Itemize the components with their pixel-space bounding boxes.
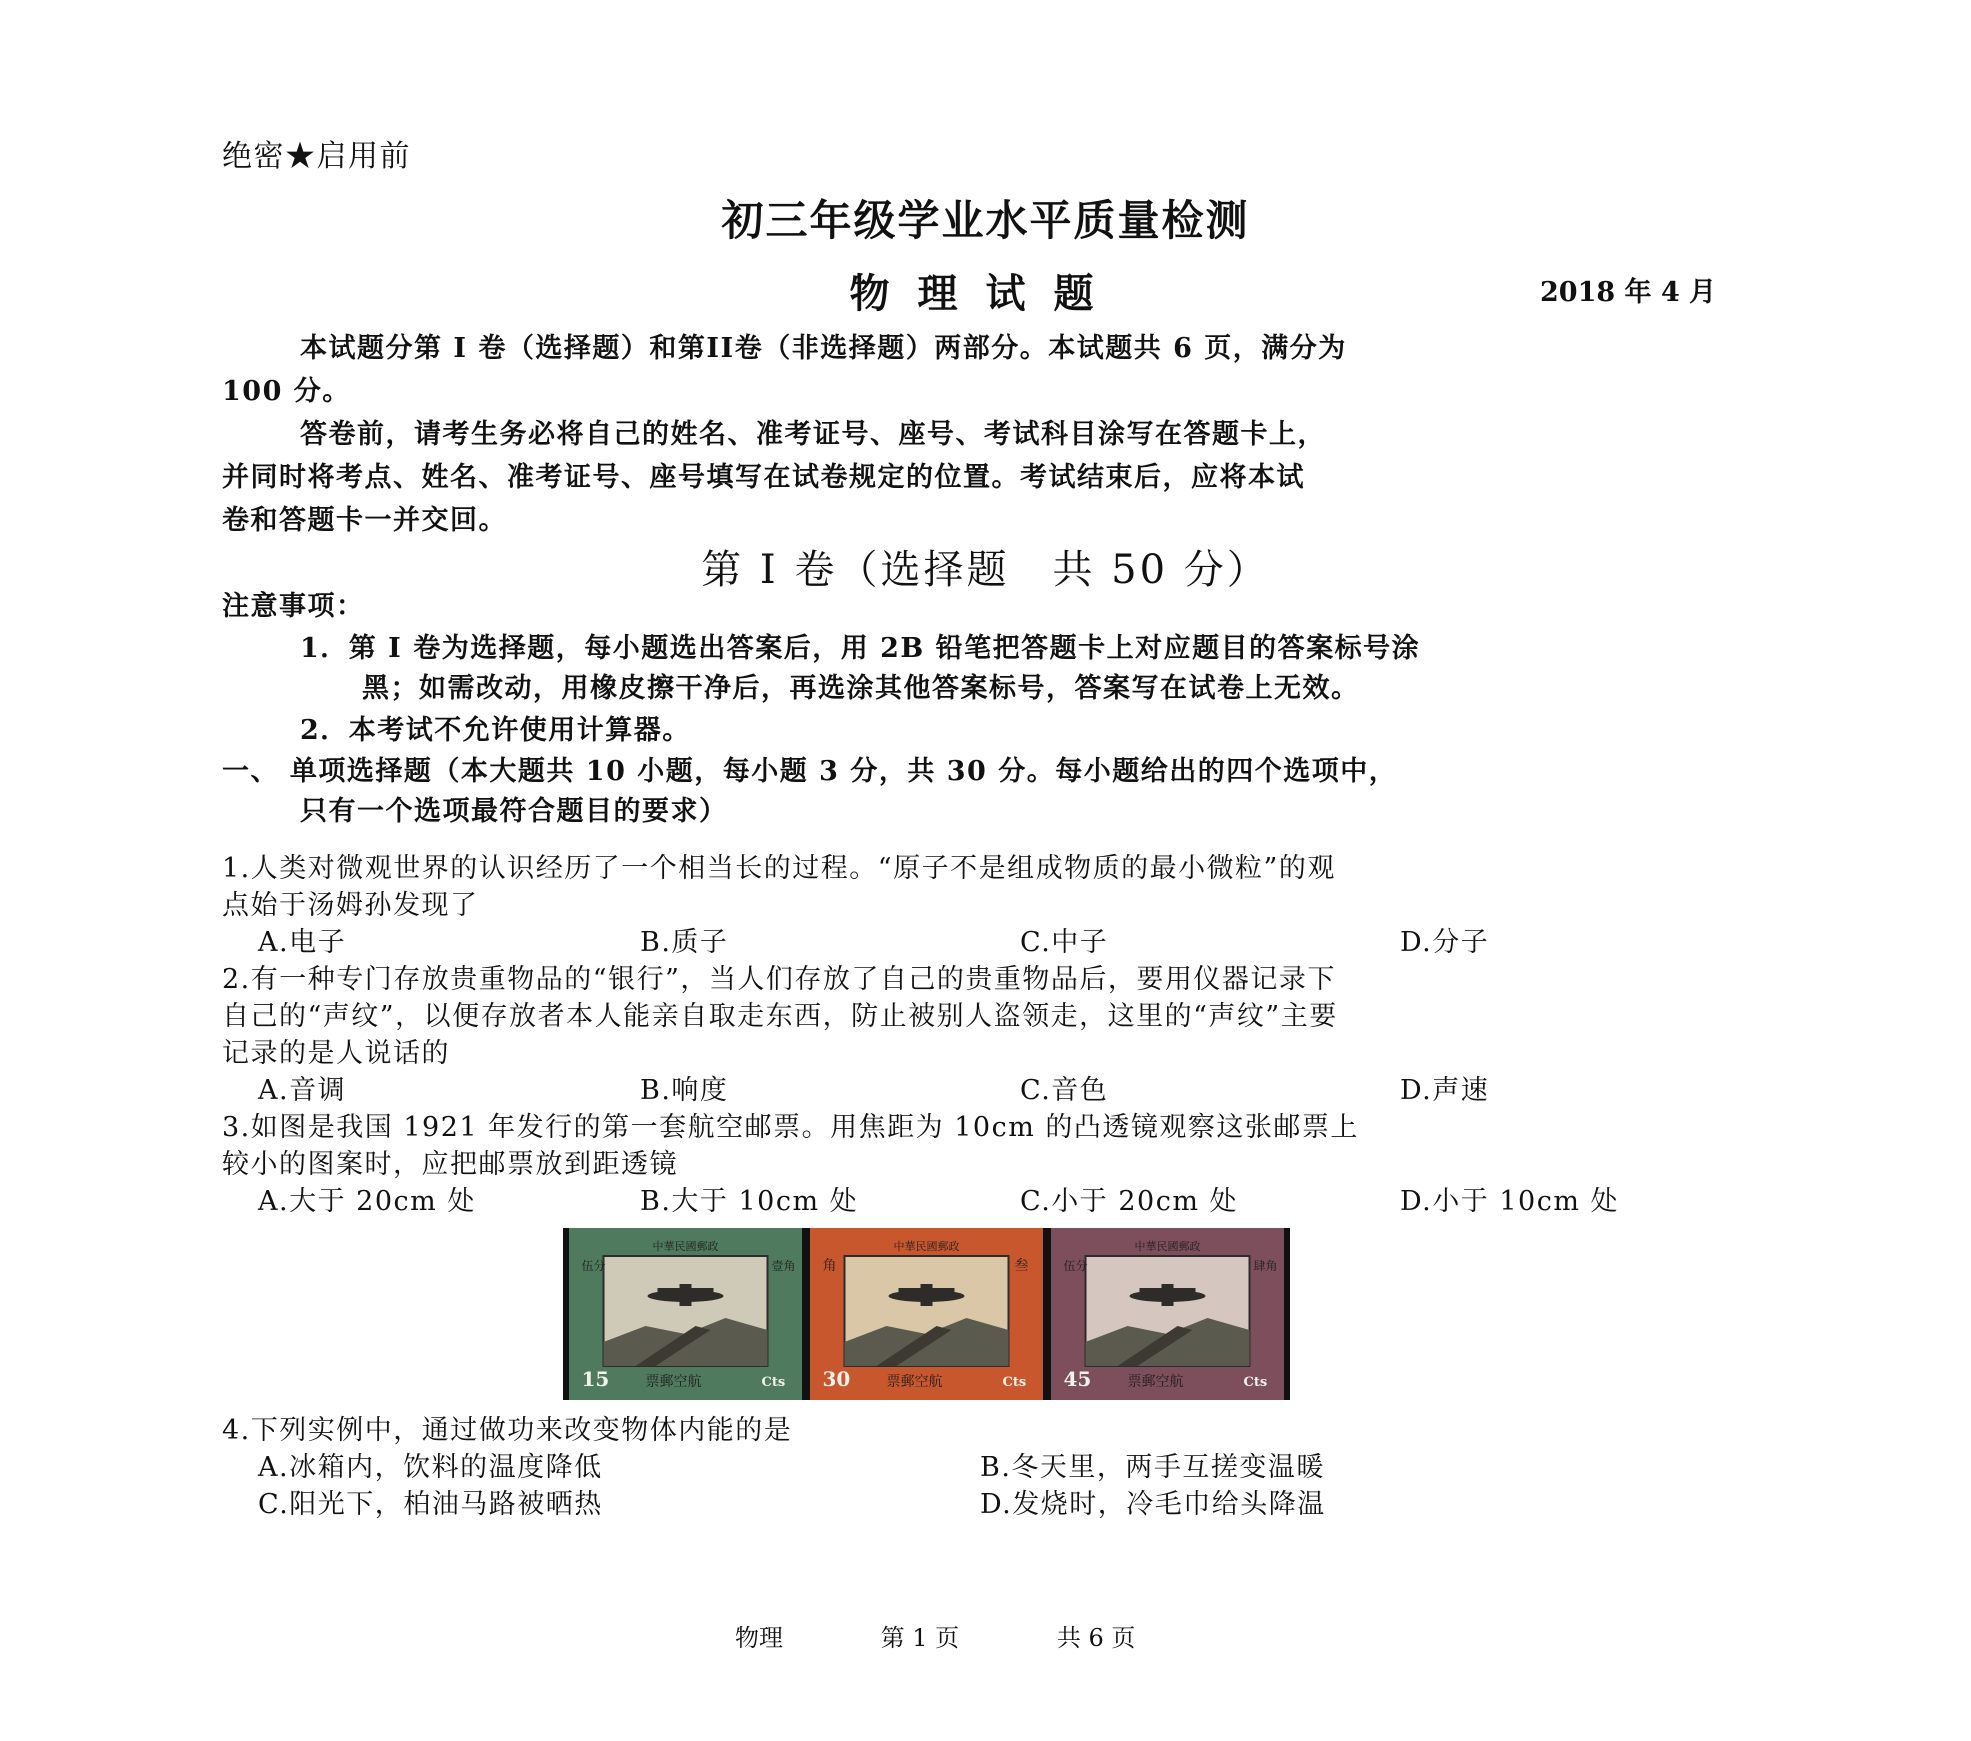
stamp-15-right-char: 壹角 bbox=[771, 1259, 796, 1273]
stamp-45-top-text: 中華民國郵政 bbox=[1134, 1240, 1201, 1253]
note-1-line-1: 1．第 I 卷为选择题，每小题选出答案后，用 2B 铅笔把答题卡上对应题目的答案标号涂 bbox=[300, 633, 1421, 664]
exam-date: 2018 年 4 月 bbox=[1540, 277, 1717, 308]
question-3-option-b: B.大于 10cm 处 bbox=[640, 1186, 859, 1217]
top-secret-label: 绝密★启用前 bbox=[222, 139, 411, 174]
stamp-15-art bbox=[575, 1234, 796, 1394]
part-1-title: 第 I 卷（选择题 共 50 分） bbox=[701, 547, 1270, 593]
stamp-15-top-text: 中華民國郵政 bbox=[652, 1240, 719, 1253]
footer-subject: 物理 bbox=[735, 1624, 783, 1652]
intro-line-1: 本试题分第 I 卷（选择题）和第II卷（非选择题）两部分。本试题共 6 页，满分为 bbox=[300, 333, 1347, 364]
page-footer bbox=[735, 1618, 1225, 1653]
intro-line-5: 卷和答题卡一并交回。 bbox=[222, 505, 507, 536]
question-4-option-c: C.阳光下，柏油马路被晒热 bbox=[258, 1489, 603, 1520]
footer-page-number: 第 1 页 bbox=[880, 1624, 960, 1652]
question-2-option-a: A.音调 bbox=[258, 1075, 347, 1106]
stamp-30-value: 30 bbox=[822, 1367, 851, 1391]
note-2: 2．本考试不允许使用计算器。 bbox=[300, 715, 691, 746]
stamp-45-art bbox=[1057, 1234, 1278, 1394]
question-3-option-c: C.小于 20cm 处 bbox=[1020, 1186, 1239, 1217]
stamp-15-value: 15 bbox=[581, 1367, 610, 1391]
question-4-line-1: 4.下列实例中，通过做功来改变物体内能的是 bbox=[222, 1415, 793, 1446]
stamp-30-bottom-text: 票郵空航 bbox=[886, 1374, 943, 1390]
note-1-line-2: 黑；如需改动，用橡皮擦干净后，再选涂其他答案标号，答案写在试卷上无效。 bbox=[362, 673, 1360, 704]
airmail-stamps-figure bbox=[563, 1228, 1290, 1400]
exam-title: 初三年级学业水平质量检测 bbox=[721, 196, 1250, 245]
stamp-30 bbox=[810, 1228, 1043, 1400]
question-4-option-d: D.发烧时，冷毛巾给头降温 bbox=[980, 1489, 1326, 1520]
stamp-45-right-char: 肆角 bbox=[1253, 1259, 1278, 1273]
stamp-45 bbox=[1051, 1228, 1284, 1400]
intro-line-3: 答卷前，请考生务必将自己的姓名、准考证号、座号、考试科目涂写在答题卡上， bbox=[300, 419, 1326, 450]
stamp-30-top-text: 中華民國郵政 bbox=[893, 1240, 960, 1253]
stamp-15 bbox=[569, 1228, 802, 1400]
section-heading-line-2: 只有一个选项最符合题目的要求） bbox=[300, 796, 728, 827]
intro-line-4: 并同时将考点、姓名、准考证号、座号填写在试卷规定的位置。考试结束后，应将本试 bbox=[222, 462, 1305, 493]
question-3-line-2: 较小的图案时，应把邮票放到距透镜 bbox=[222, 1149, 678, 1180]
question-4-option-a: A.冰箱内，饮料的温度降低 bbox=[258, 1452, 603, 1483]
section-heading-line-1: 一、 单项选择题（本大题共 10 小题，每小题 3 分，共 30 分。每小题给出的四个选项中， bbox=[222, 756, 1398, 787]
stamp-30-cts: Cts bbox=[1002, 1375, 1027, 1390]
question-1-option-c: C.中子 bbox=[1020, 927, 1109, 958]
stamp-45-cts: Cts bbox=[1243, 1375, 1268, 1390]
question-2-line-1: 2.有一种专门存放贵重物品的“银行”，当人们存放了自己的贵重物品后，要用仪器记录下 bbox=[222, 964, 1336, 995]
stamp-15-cts: Cts bbox=[761, 1375, 786, 1390]
intro-line-2: 100 分。 bbox=[222, 376, 351, 407]
question-2-option-b: B.响度 bbox=[640, 1075, 729, 1106]
stamp-30-right-char: 叁 bbox=[1014, 1258, 1029, 1274]
question-1-option-d: D.分子 bbox=[1400, 927, 1490, 958]
question-1-line-1: 1.人类对微观世界的认识经历了一个相当长的过程。“原子不是组成物质的最小微粒”的观 bbox=[222, 853, 1336, 884]
question-1-option-b: B.质子 bbox=[640, 927, 729, 958]
question-2-option-d: D.声速 bbox=[1400, 1075, 1490, 1106]
notes-heading: 注意事项： bbox=[222, 591, 365, 622]
stamp-45-left-char: 伍分 bbox=[1063, 1259, 1088, 1273]
question-4-option-b: B.冬天里，两手互搓变温暖 bbox=[980, 1452, 1325, 1483]
question-1-line-2: 点始于汤姆孙发现了 bbox=[222, 890, 479, 921]
footer-total-pages: 共 6 页 bbox=[1056, 1624, 1136, 1652]
stamp-30-art bbox=[816, 1234, 1037, 1394]
question-2-line-3: 记录的是人说话的 bbox=[222, 1038, 450, 1069]
stamp-45-value: 45 bbox=[1063, 1367, 1092, 1391]
question-3-option-a: A.大于 20cm 处 bbox=[258, 1186, 476, 1217]
stamp-15-left-char: 伍分 bbox=[581, 1259, 606, 1273]
question-1-option-a: A.电子 bbox=[258, 927, 347, 958]
question-2-option-c: C.音色 bbox=[1020, 1075, 1109, 1106]
stamp-15-bottom-text: 票郵空航 bbox=[645, 1374, 702, 1390]
subject-title: 物理试题 bbox=[849, 270, 1122, 317]
question-3-line-1: 3.如图是我国 1921 年发行的第一套航空邮票。用焦距为 10cm 的凸透镜观察这张邮票上 bbox=[222, 1112, 1359, 1143]
stamp-45-bottom-text: 票郵空航 bbox=[1127, 1374, 1184, 1390]
stamp-30-left-char: 角 bbox=[822, 1258, 837, 1274]
question-3-option-d: D.小于 10cm 处 bbox=[1400, 1186, 1620, 1217]
question-2-line-2: 自己的“声纹”，以便存放者本人能亲自取走东西，防止被别人盗领走，这里的“声纹”主要 bbox=[222, 1001, 1338, 1032]
